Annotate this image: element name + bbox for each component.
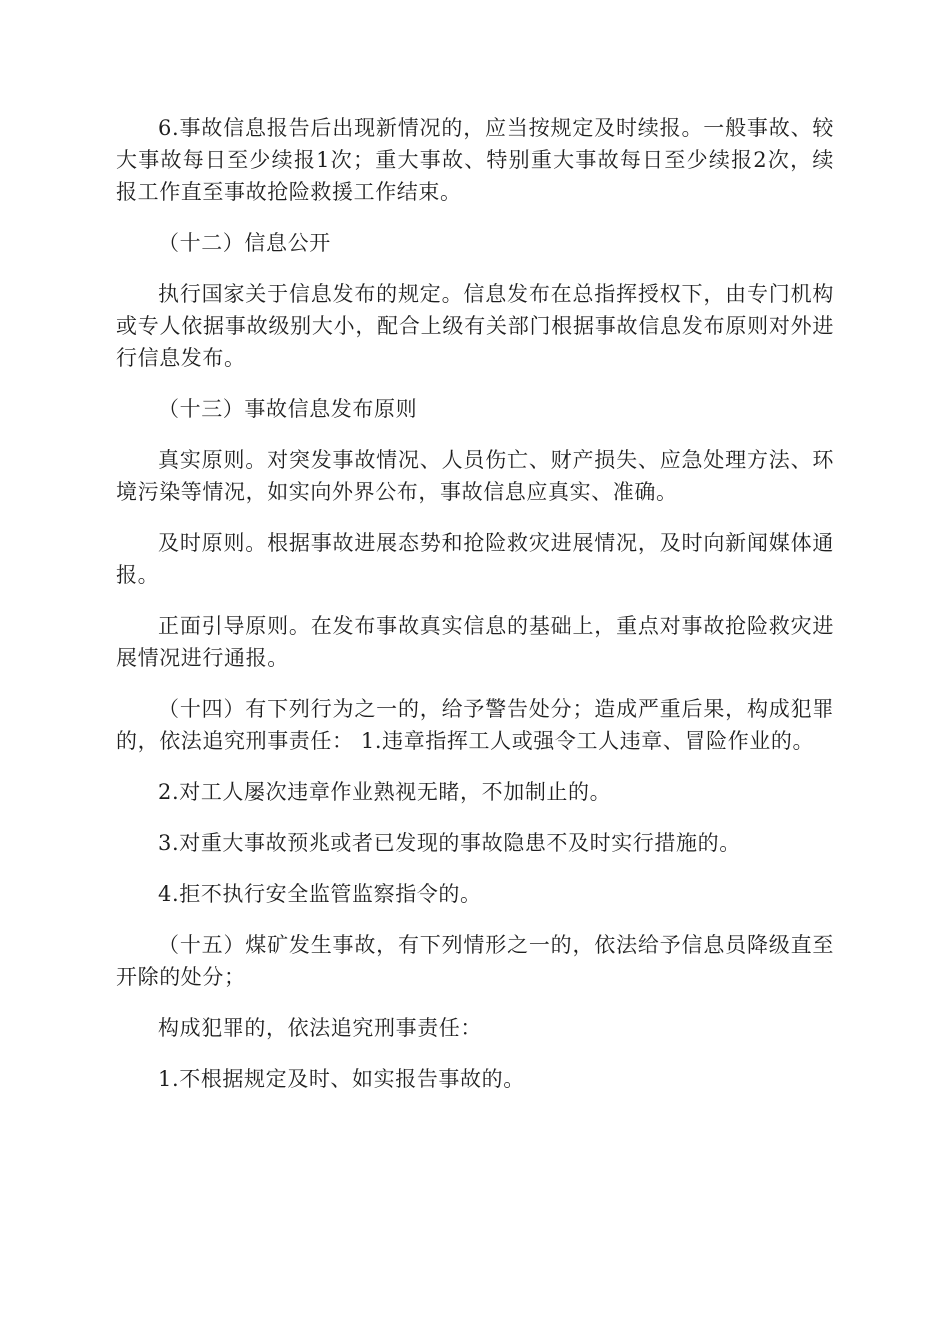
list-item-4: 4.拒不执行安全监管监察指令的。 bbox=[158, 882, 482, 906]
paragraph-criminal-liability: 构成犯罪的，依法追究刑事责任： bbox=[158, 1016, 482, 1040]
paragraph-truth-principle: 真实原则。对突发事故情况、人员伤亡、财产损失、应急处理方法、环境污染等情况，如实向外界公布，事故信息应真实、准确。 bbox=[116, 448, 834, 504]
document-body bbox=[116, 112, 834, 1114]
list-item-2: 2.对工人屡次违章作业熟视无睹，不加制止的。 bbox=[158, 780, 612, 804]
list-item-3: 3.对重大事故预兆或者已发现的事故隐患不及时实行措施的。 bbox=[158, 831, 741, 855]
list-item-1-report: 1.不根据规定及时、如实报告事故的。 bbox=[158, 1067, 525, 1091]
paragraph-positive-guidance-principle: 正面引导原则。在发布事故真实信息的基础上，重点对事故抢险救灾进展情况进行通报。 bbox=[116, 614, 834, 670]
paragraph-warning-penalty: （十四）有下列行为之一的，给予警告处分；造成严重后果，构成犯罪的，依法追究刑事责任： 1.违章指挥工人或强令工人违章、冒险作业的。 bbox=[116, 697, 834, 753]
paragraph-disclosure-rules: 执行国家关于信息发布的规定。信息发布在总指挥授权下，由专门机构或专人依据事故级别大小，配合上级有关部门根据事故信息发布原则对外进行信息发布。 bbox=[116, 282, 834, 370]
paragraph-follow-up-report: 6.事故信息报告后出现新情况的，应当按规定及时续报。一般事故、较大事故每日至少续报1次；重大事故、特别重大事故每日至少续报2次，续报工作直至事故抢险救援工作结束。 bbox=[116, 116, 834, 204]
paragraph-demotion-penalty: （十五）煤矿发生事故，有下列情形之一的，依法给予信息员降级直至开除的处分； bbox=[116, 933, 834, 989]
heading-information-disclosure: （十二）信息公开 bbox=[158, 231, 331, 255]
heading-release-principles: （十三）事故信息发布原则 bbox=[158, 397, 418, 421]
paragraph-timeliness-principle: 及时原则。根据事故进展态势和抢险救灾进展情况，及时向新闻媒体通报。 bbox=[116, 531, 834, 587]
